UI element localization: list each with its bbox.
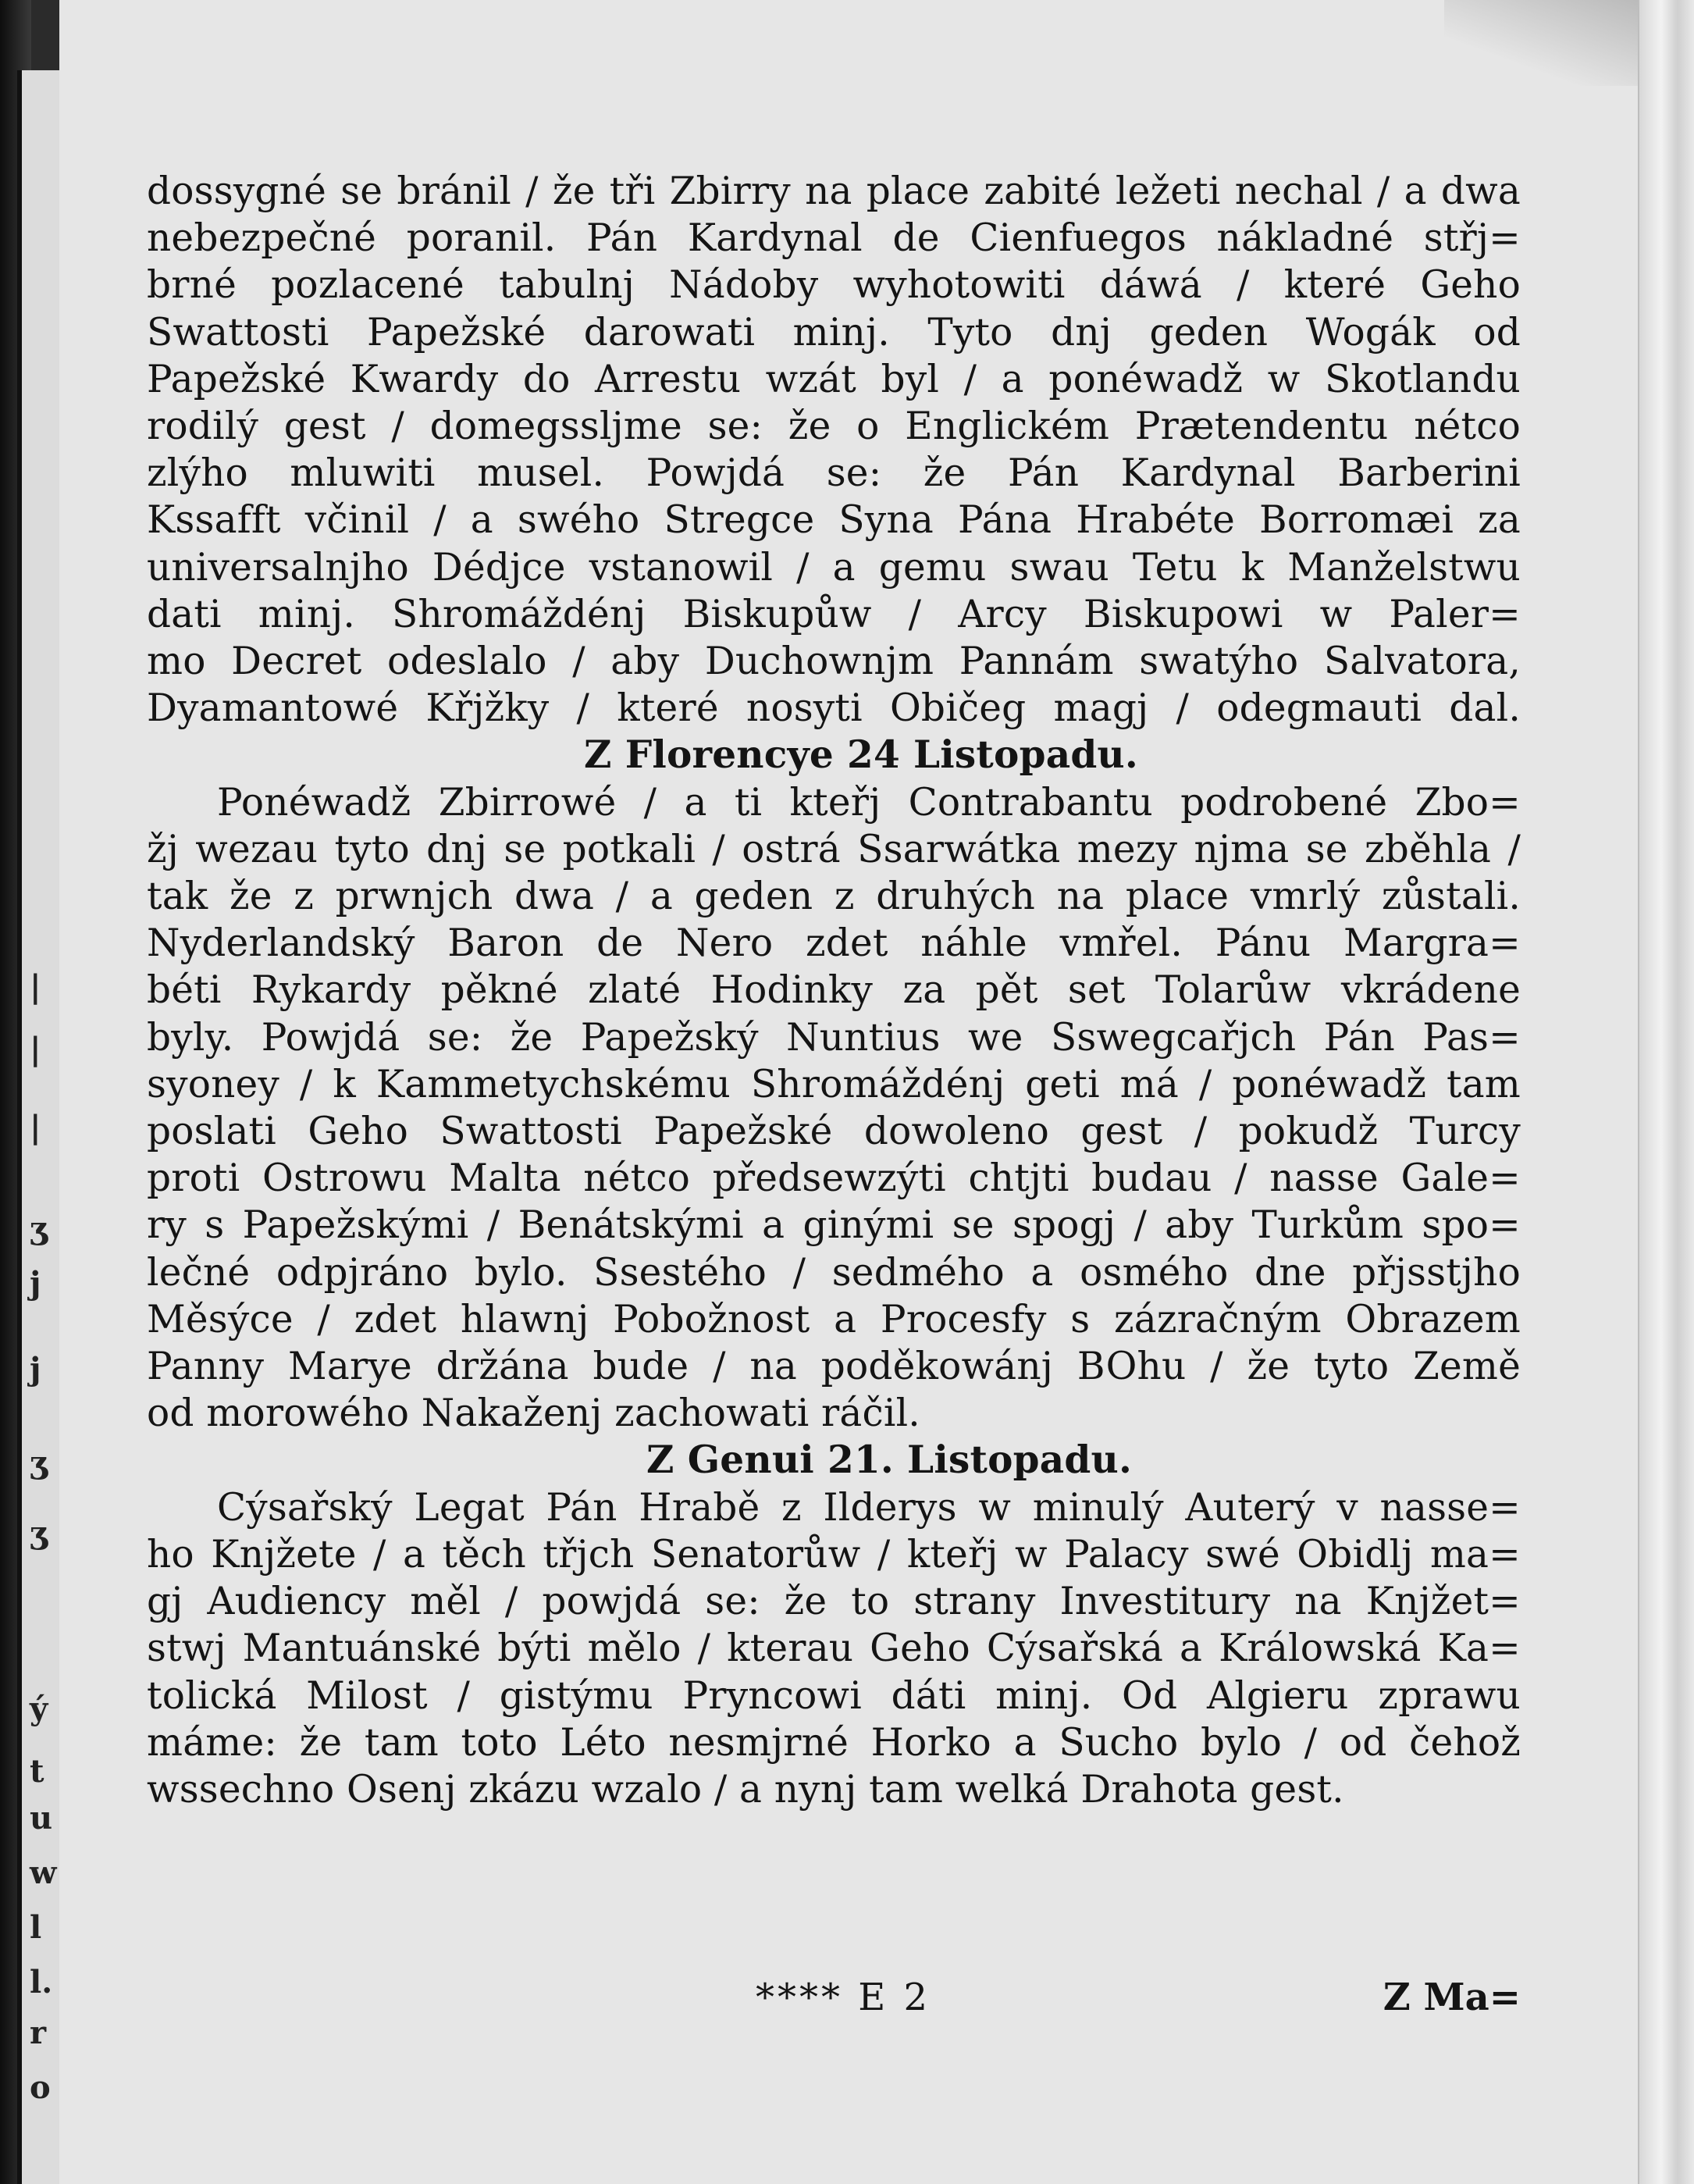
facing-page-mark: w bbox=[30, 1854, 57, 1891]
text-line: Dyamantowé Křjžky / které nosyti Običeg magj / odegmauti dal. bbox=[147, 686, 1521, 731]
text-line: nebezpečné poranil. Pán Kardynal de Cienfuegos nákladné střj= bbox=[147, 216, 1521, 261]
text-line: Papežské Kwardy do Arrestu wzát byl / a ponéwadž w Skotlandu bbox=[147, 357, 1521, 401]
facing-page-mark: r bbox=[30, 2015, 47, 2051]
page-body-text bbox=[147, 168, 1521, 1813]
text-line: universalnjho Dédjce vstanowil / a gemu swau Tetu k Manželstwu bbox=[147, 545, 1521, 590]
facing-page-mark: j bbox=[30, 1351, 41, 1388]
text-line: wssechno Osenj zkázu wzalo / a nynj tam welká Drahota gest. bbox=[147, 1767, 1344, 1812]
text-line: Panny Marye držána bude / na poděkowánj BOhu / že tyto Země bbox=[147, 1345, 1521, 1389]
text-line: máme: že tam toto Léto nesmjrné Horko a Sucho bylo / od čehož bbox=[147, 1720, 1521, 1765]
facing-page-mark: ʒ bbox=[30, 1210, 48, 1247]
text-line: Měsýce / zdet hlawnj Pobožnost a Procesfy s zázračným Obrazem bbox=[147, 1297, 1521, 1341]
text-line: Swattosti Papežské darowati minj. Tyto dnj geden Wogák od bbox=[147, 310, 1521, 354]
page-footer bbox=[147, 1976, 1521, 2030]
text-line: Kssafft včinil / a swého Stregce Syna Pána Hrabéte Borromæi za bbox=[147, 498, 1521, 543]
catchword: Z Ma= bbox=[1383, 1976, 1521, 2019]
document-page bbox=[59, 0, 1694, 2184]
text-line: zlýho mluwiti musel. Powjdá se: že Pán Kardynal Barberini bbox=[147, 451, 1521, 496]
facing-page-mark: ý bbox=[30, 1691, 48, 1727]
text-line: tak že z prwnjch dwa / a geden z druhých na place vmrlý zůstali. bbox=[147, 875, 1521, 919]
section-heading: Z Genui 21. Listopadu. bbox=[646, 1438, 1133, 1483]
page-corner-shading bbox=[1444, 0, 1647, 86]
text-line: tolická Milost / gistýmu Pryncowi dáti minj. Od Algieru zprawu bbox=[147, 1673, 1521, 1718]
text-line: Nyderlandský Baron de Nero zdet náhle vmřel. Pánu Margra= bbox=[147, 921, 1521, 966]
section-heading: Z Florencye 24 Listopadu. bbox=[584, 732, 1138, 778]
text-line: ry s Papežskými / Benátskými a ginými se spogj / aby Turkům spo= bbox=[147, 1203, 1521, 1248]
facing-page-edge bbox=[17, 70, 64, 2184]
text-line: gj Audiency měl / powjdá se: že to strany Investitury na Knjžet= bbox=[147, 1580, 1521, 1624]
text-line: rodilý gest / domegssljme se: že o Englickém Prætendentu nétco bbox=[147, 404, 1521, 449]
facing-page-marks bbox=[27, 70, 61, 2184]
text-line: stwj Mantuánské býti mělo / kterau Geho Cýsařská a Králowská Ka= bbox=[147, 1626, 1521, 1671]
signature-mark: **** E 2 bbox=[756, 1976, 931, 2019]
text-line: proti Ostrowu Malta nétco předsewzýti chtjti budau / nasse Gale= bbox=[147, 1156, 1521, 1201]
facing-page-mark: ʒ bbox=[30, 1445, 48, 1481]
text-line: od morowého Nakaženj zachowati ráčil. bbox=[147, 1391, 920, 1436]
facing-page-mark: | bbox=[30, 1031, 41, 1067]
facing-page-mark: u bbox=[30, 1800, 53, 1837]
facing-page-mark: j bbox=[30, 1265, 41, 1302]
facing-page-mark: | bbox=[30, 1109, 41, 1145]
text-line: brné pozlacené tabulnj Nádoby wyhotowiti dáwá / které Geho bbox=[147, 263, 1521, 308]
text-line: Ponéwadž Zbirrowé / a ti kteřj Contrabantu podrobené Zbo= bbox=[217, 780, 1521, 825]
facing-page-mark: ʒ bbox=[30, 1515, 48, 1552]
facing-page-mark: l bbox=[30, 1909, 42, 1946]
text-line: lečné odpjráno bylo. Ssestého / sedmého a osmého dne přjsstjho bbox=[147, 1250, 1521, 1295]
text-line: byly. Powjdá se: že Papežský Nuntius we Sswegcařjch Pán Pas= bbox=[147, 1015, 1521, 1060]
text-line: syoney / k Kammetychskému Shromáždénj geti má / ponéwadž tam bbox=[147, 1062, 1521, 1106]
text-line: poslati Geho Swattosti Papežské dowoleno gest / pokudž Turcy bbox=[147, 1110, 1521, 1154]
text-line: béti Rykardy pěkné zlaté Hodinky za pět set Tolarůw vkrádene bbox=[147, 968, 1521, 1013]
text-line: žj wezau tyto dnj se potkali / ostrá Ssarwátka mezy njma se zběhla / bbox=[147, 827, 1521, 871]
text-line: Cýsařský Legat Pán Hrabě z Ilderys w minulý Auterý v nasse= bbox=[217, 1485, 1521, 1530]
facing-page-mark: t bbox=[30, 1753, 44, 1790]
text-line: dati minj. Shromáždénj Biskupůw / Arcy Biskupowi w Paler= bbox=[147, 592, 1521, 636]
facing-page-mark: | bbox=[30, 968, 41, 1005]
text-line: mo Decret odeslalo / aby Duchownjm Pannám swatýho Salvatora, bbox=[147, 640, 1521, 684]
facing-page-mark: o bbox=[30, 2069, 51, 2106]
facing-page-mark: l. bbox=[30, 1964, 53, 2001]
page-stack-edge bbox=[1638, 0, 1694, 2184]
text-line: dossygné se bránil / že tři Zbirry na place zabité ležeti nechal / a dwa bbox=[147, 169, 1521, 213]
text-line: ho Knjžete / a těch třjch Senatorůw / kteřj w Palacy swé Obidlj ma= bbox=[147, 1532, 1521, 1577]
